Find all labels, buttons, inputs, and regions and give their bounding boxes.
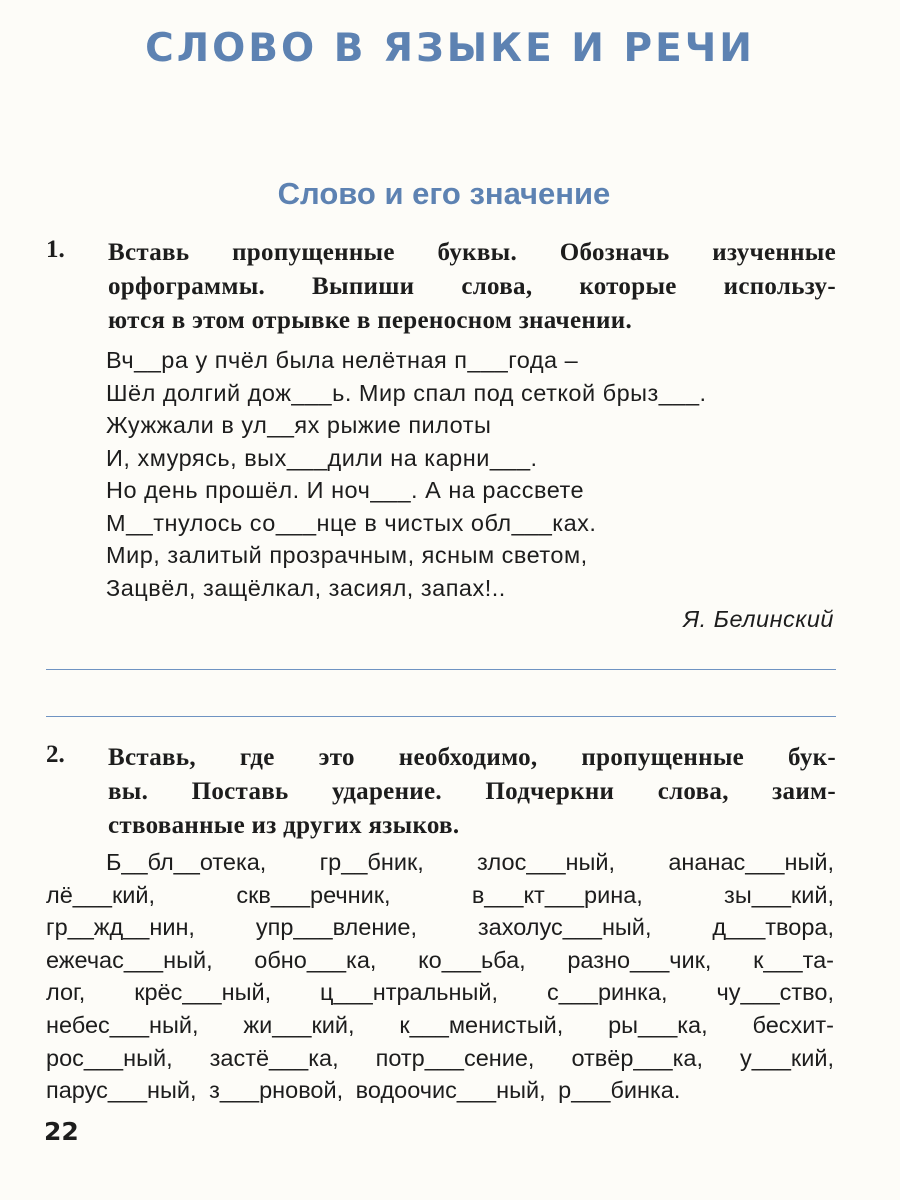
- poem-line: Жужжали в ул__ях рыжие пилоты: [106, 412, 492, 438]
- task-1-instruction: [108, 236, 836, 338]
- task-2-instruction: [108, 741, 836, 843]
- instruction-line: Вставь, где это необходимо, пропущенные бук-: [108, 744, 836, 771]
- instruction-line: орфограммы. Выпиши слова, которые использу-: [108, 273, 836, 300]
- instruction-line: вы. Поставь ударение. Подчеркни слова, заим-: [108, 778, 836, 805]
- poem-line: Но день прошёл. И ноч___. А на рассвете: [106, 477, 585, 503]
- section-title: Слово и его значение: [277, 176, 611, 211]
- poem-line: И, хмурясь, вых___дили на карни___.: [106, 444, 538, 471]
- word-line: парус___ный, з___рновой, водоочис___ный, р___бинка.: [46, 1077, 681, 1104]
- poem-line: Мир, залитый прозрачным, ясным светом,: [106, 542, 588, 568]
- page-number: 22: [44, 1117, 79, 1146]
- poem-line: Шёл долгий дож___ь. Мир спал под сеткой брыз___.: [106, 379, 707, 406]
- poem: [106, 344, 707, 604]
- answer-write-line[interactable]: [46, 716, 836, 717]
- instruction-line: Вставь пропущенные буквы. Обозначь изученные: [108, 239, 836, 266]
- task-2-number: 2.: [46, 741, 65, 768]
- poem-line: Зацвёл, защёлкал, засиял, запах!..: [106, 574, 506, 601]
- word-line: гр__жд__нин, упр___вление, захолус___ный, д___твора,: [46, 914, 834, 941]
- word-line: лё___кий, скв___речник, в___кт___рина, зы___кий,: [46, 881, 834, 908]
- word-line: ежечас___ный, обно___ка, ко___ьба, разно___чик, к___та-: [46, 946, 834, 973]
- poem-author: Я. Белинский: [683, 606, 834, 632]
- poem-line: М__тнулось со___нце в чистых обл___ках.: [106, 509, 597, 536]
- instruction-line: ются в этом отрывке в переносном значении.: [108, 307, 633, 334]
- answer-write-line[interactable]: [46, 669, 836, 670]
- instruction-line: ствованные из других языков.: [108, 812, 460, 839]
- task-1-number: 1.: [46, 236, 65, 263]
- word-line: лог, крёс___ный, ц___нтральный, с___ринка, чу___ство,: [46, 979, 834, 1006]
- word-exercise: [46, 846, 834, 1107]
- word-line: небес___ный, жи___кий, к___менистый, ры___ка, бесхит-: [46, 1011, 834, 1038]
- chapter-title: СЛОВО В ЯЗЫКЕ И РЕЧИ: [145, 26, 755, 71]
- poem-line: Вч__ра у пчёл была нелётная п___года –: [106, 347, 579, 373]
- word-line: Б__бл__отека, гр__бник, злос___ный, ананас___ный,: [106, 849, 834, 875]
- word-line: рос___ный, застё___ка, потр___сение, отвёр___ка, у___кий,: [46, 1044, 834, 1071]
